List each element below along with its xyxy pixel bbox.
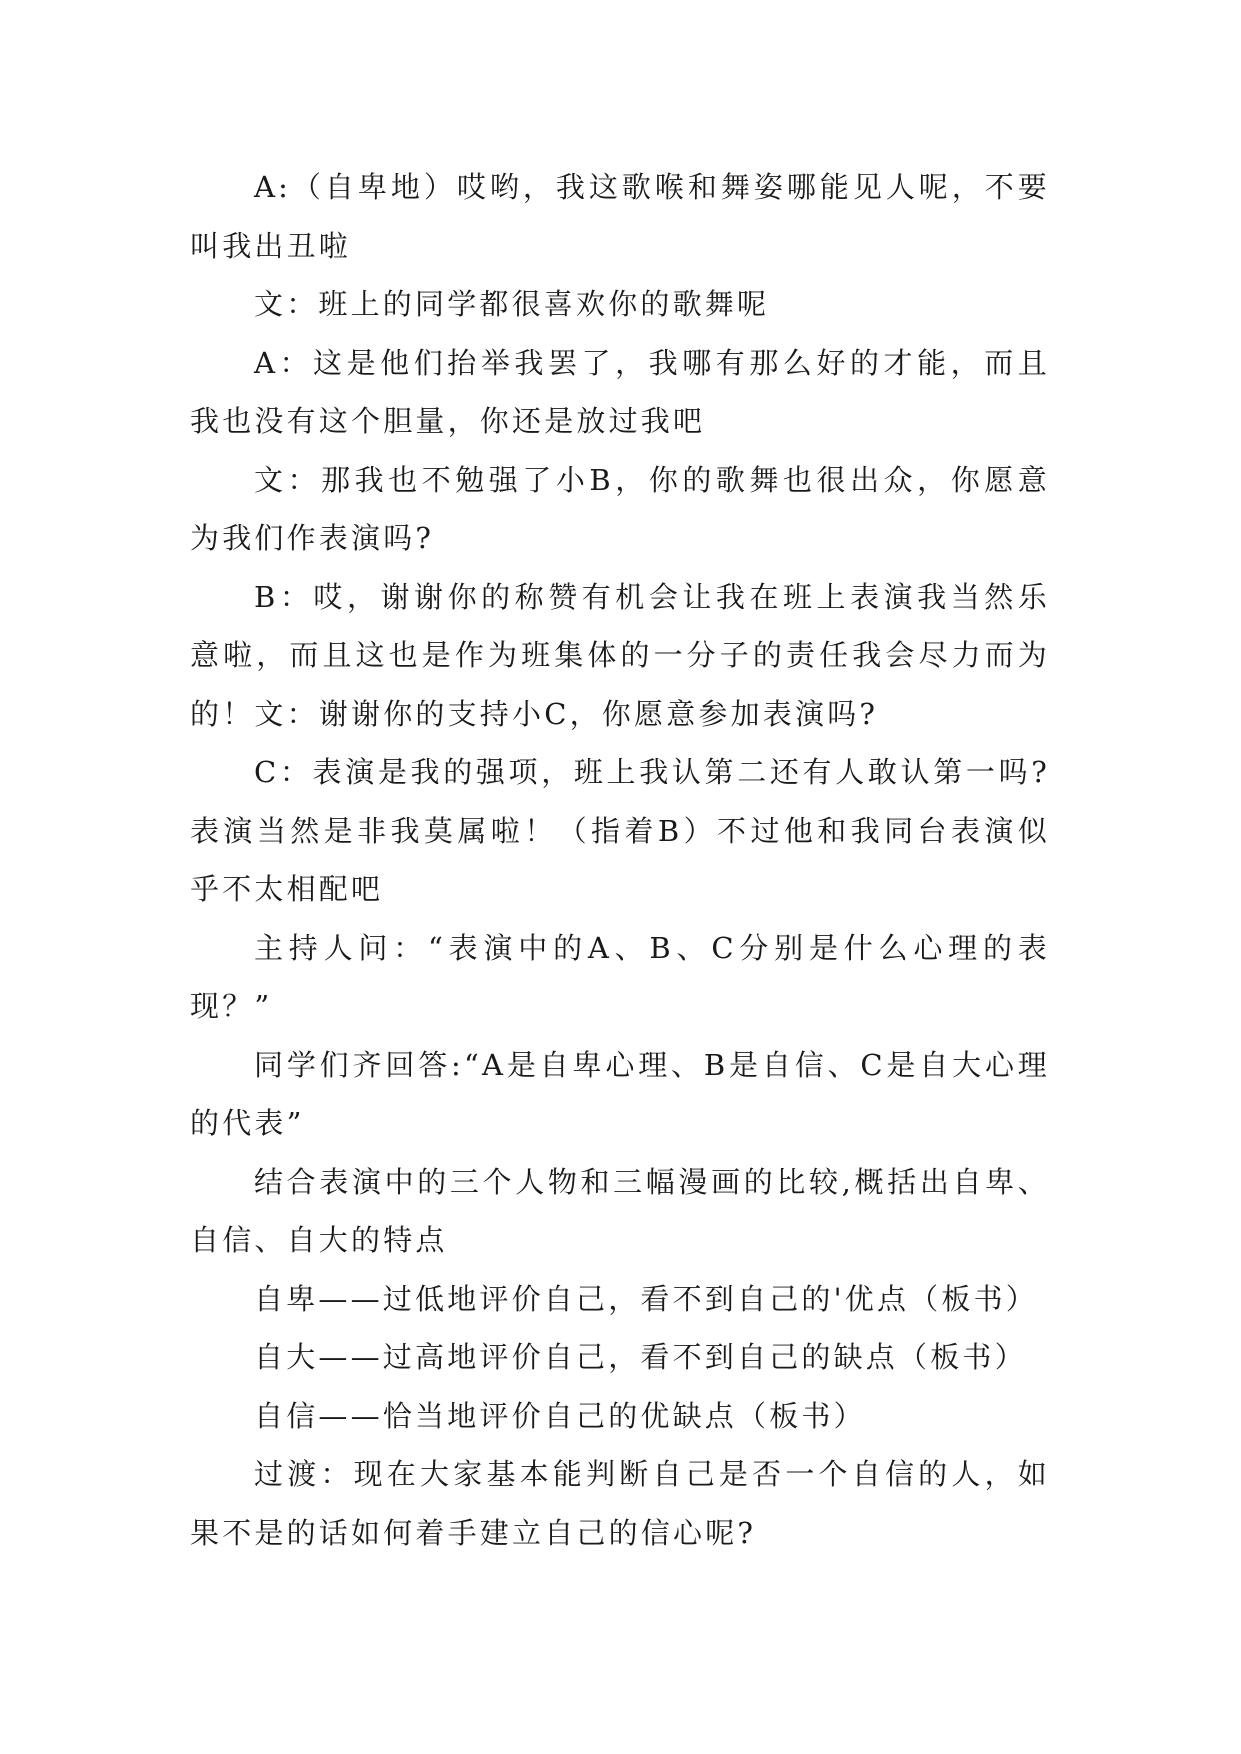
summary-paragraph: 结合表演中的三个人物和三幅漫画的比较,概括出自卑、自信、自大的特点 xyxy=(190,1164,1050,1257)
definition-inferiority: 自卑——过低地评价自己，看不到自己的'优点（板书） xyxy=(254,1281,1038,1316)
dialogue-paragraph: 文：班上的同学都很喜欢你的歌舞呢 xyxy=(254,287,770,321)
dialogue-paragraph: A:（自卑地）哎哟，我这歌喉和舞姿哪能见人呢，不要叫我出丑啦 xyxy=(190,170,1050,263)
dialogue-paragraph: A：这是他们抬举我罢了，我哪有那么好的才能，而且我也没有这个胆量，你还是放过我吧 xyxy=(190,345,1050,438)
definition-arrogance: 自大——过高地评价自己，看不到自己的缺点（板书） xyxy=(254,1340,1027,1374)
dialogue-paragraph: 文：那我也不勉强了小B，你的歌舞也很出众，你愿意为我们作表演吗? xyxy=(190,462,1050,555)
dialogue-paragraph: B：哎，谢谢你的称赞有机会让我在班上表演我当然乐意啦，而且这也是作为班集体的一分子的责任我会尽力而为的！文：谢谢你的支持小C，你愿意参加表演吗? xyxy=(190,579,1050,731)
question-paragraph: 主持人问：“表演中的A、B、C分别是什么心理的表现？” xyxy=(190,930,1050,1023)
document-body xyxy=(190,158,1050,1562)
dialogue-paragraph: C：表演是我的强项，班上我认第二还有人敢认第一吗?表演当然是非我莫属啦！（指着B）不过他和我同台表演似乎不太相配吧 xyxy=(190,755,1050,906)
transition-paragraph: 过渡：现在大家基本能判断自己是否一个自信的人，如果不是的话如何着手建立自己的信心呢? xyxy=(190,1457,1050,1550)
answer-paragraph: 同学们齐回答:“A是自卑心理、B是自信、C是自大心理的代表” xyxy=(190,1047,1050,1140)
definition-confidence: 自信——恰当地评价自己的优缺点（板书） xyxy=(254,1398,866,1433)
